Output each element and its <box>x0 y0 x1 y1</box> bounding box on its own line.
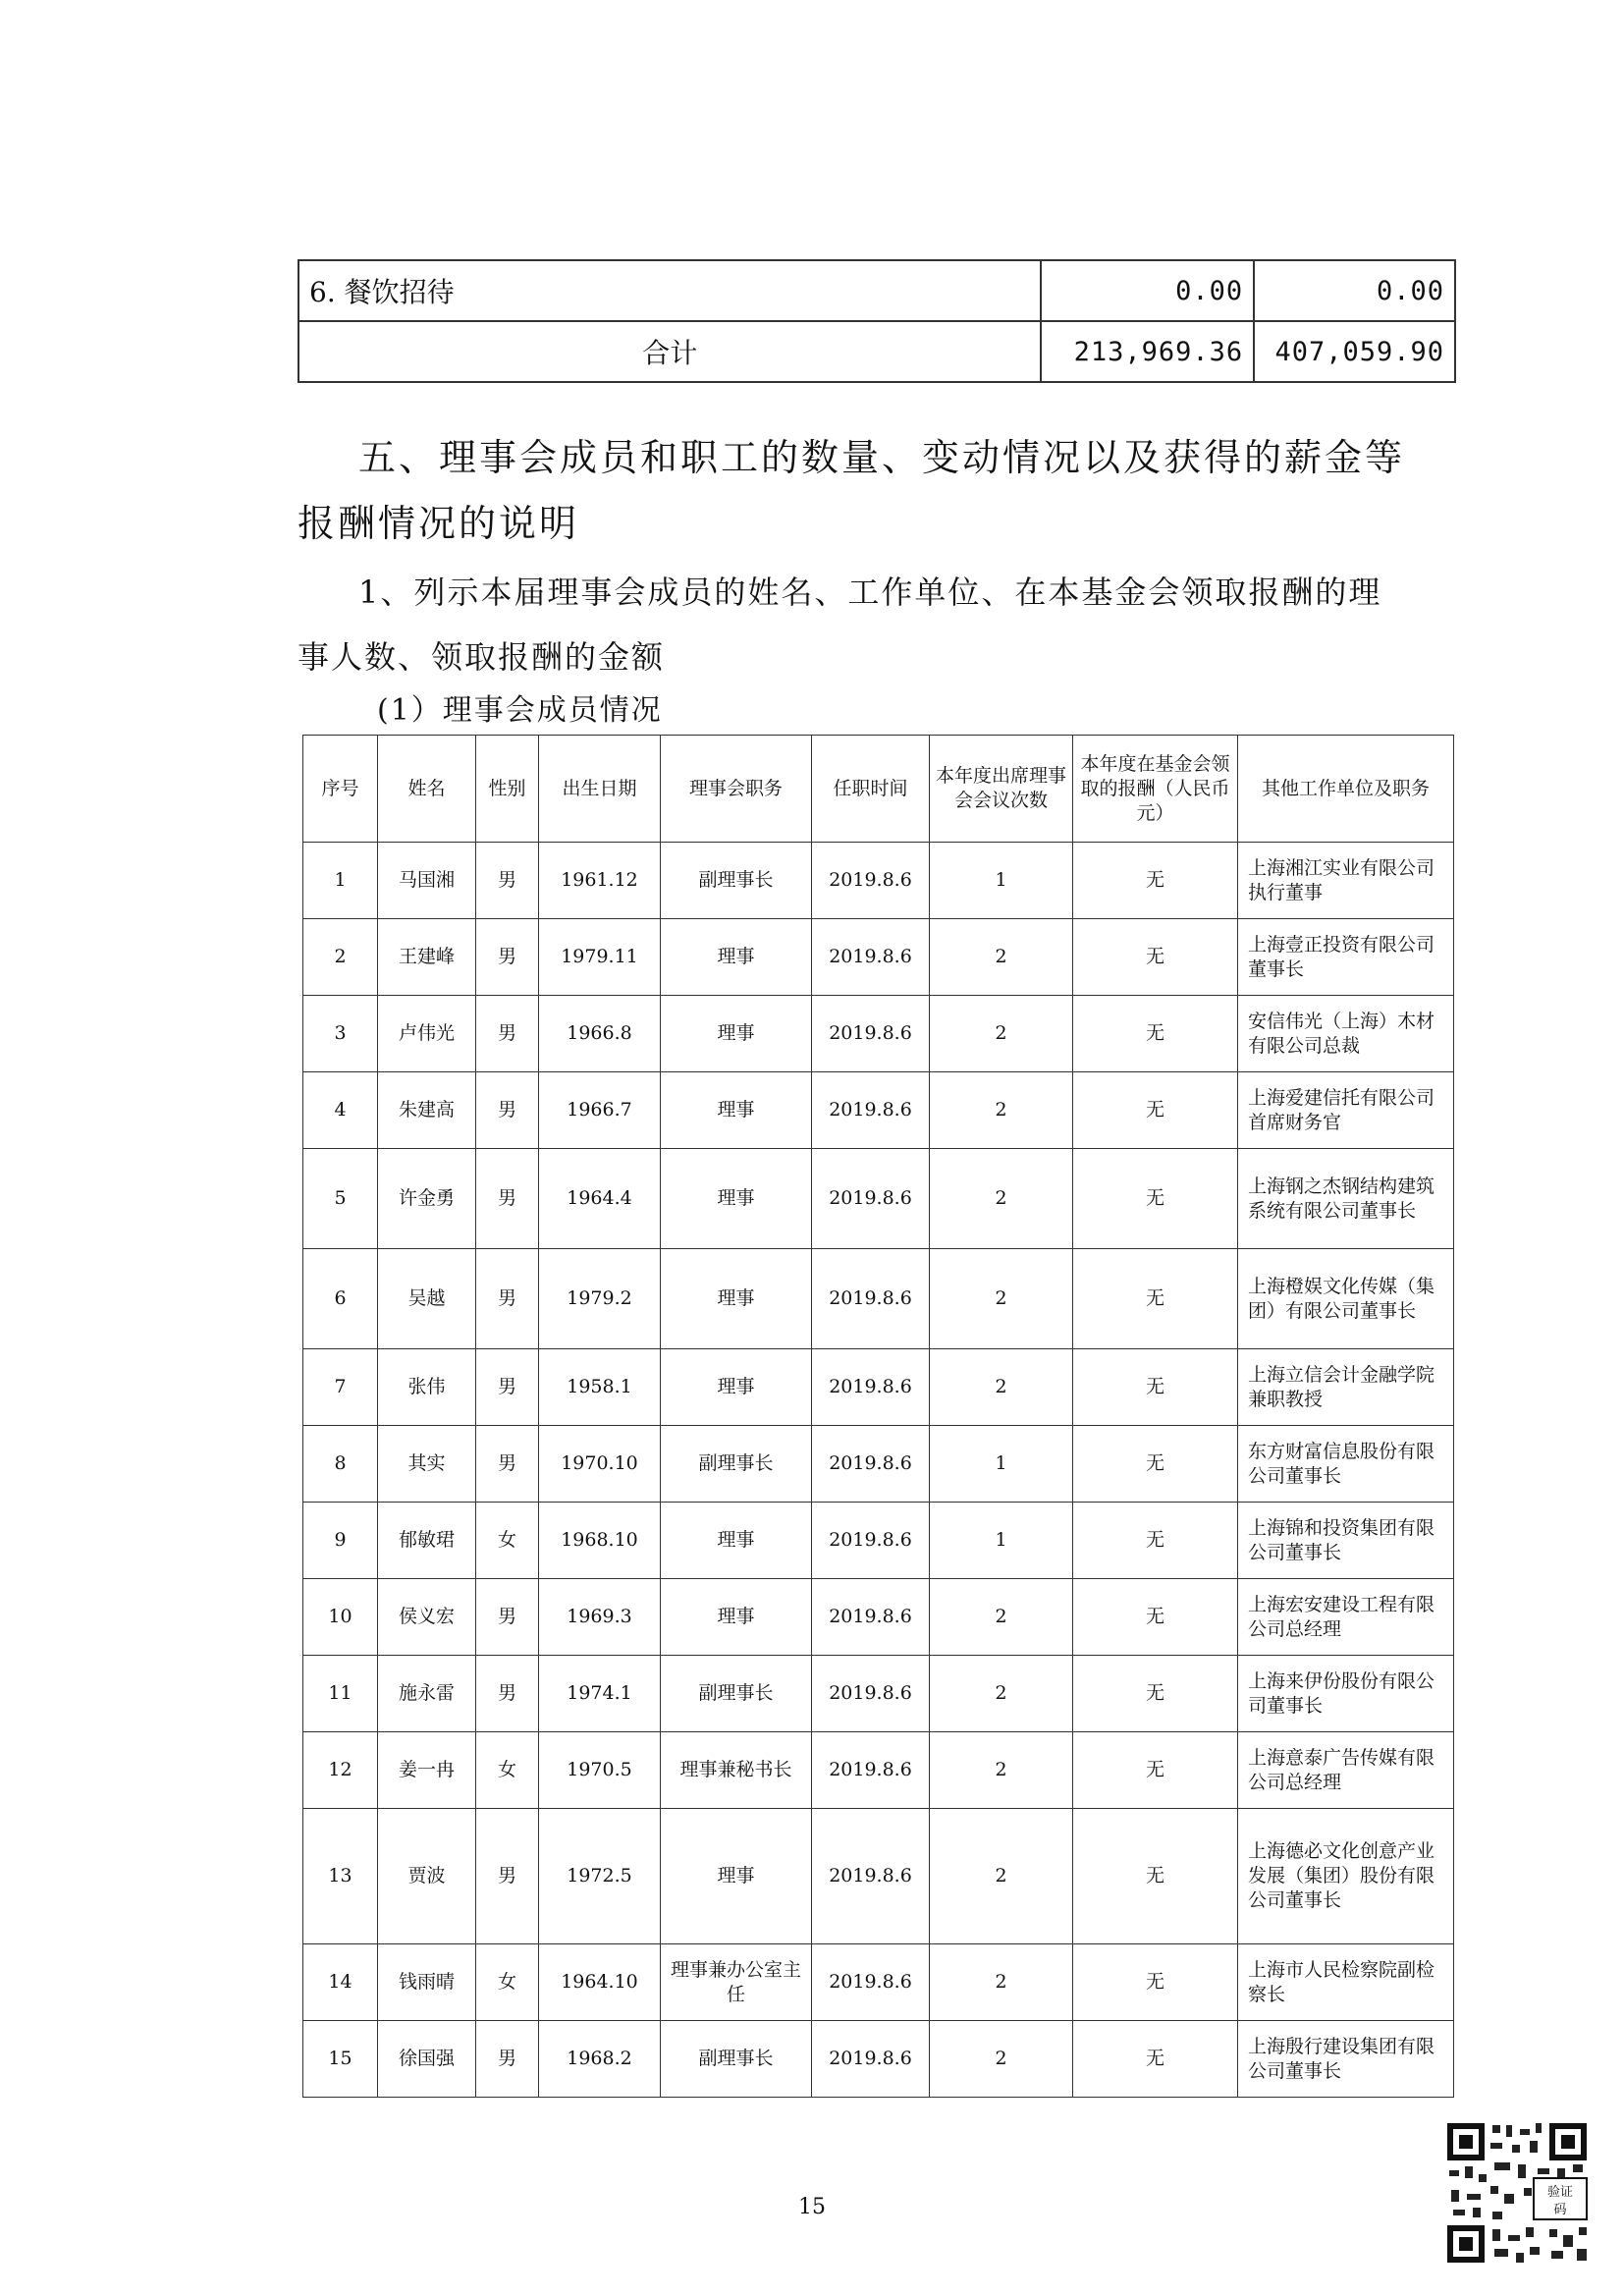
member-birth: 1958.1 <box>539 1349 661 1426</box>
member-pay: 无 <box>1073 996 1238 1072</box>
member-role: 理事 <box>661 996 812 1072</box>
member-gender: 男 <box>476 1149 539 1249</box>
member-pay: 无 <box>1073 1944 1238 2021</box>
member-no: 9 <box>303 1503 378 1579</box>
current-value: 213,969.36 <box>1041 321 1254 382</box>
member-name: 徐国强 <box>378 2021 476 2098</box>
member-gender: 女 <box>476 1503 539 1579</box>
member-no: 14 <box>303 1944 378 2021</box>
section-heading-line1: 五、理事会成员和职工的数量、变动情况以及获得的薪金等 <box>358 436 1406 479</box>
member-meetings: 2 <box>930 996 1073 1072</box>
member-pay: 无 <box>1073 1349 1238 1426</box>
table-row <box>303 2021 1454 2098</box>
table-row <box>303 996 1454 1072</box>
member-term: 2019.8.6 <box>812 996 930 1072</box>
member-org: 上海钢之杰钢结构建筑系统有限公司董事长 <box>1238 1149 1454 1249</box>
member-pay: 无 <box>1073 1656 1238 1732</box>
member-role: 理事兼办公室主任 <box>661 1944 812 2021</box>
member-role: 理事 <box>661 1249 812 1349</box>
member-name: 郁敏珺 <box>378 1503 476 1579</box>
table-row <box>303 1349 1454 1426</box>
member-gender: 男 <box>476 2021 539 2098</box>
member-name: 马国湘 <box>378 843 476 919</box>
member-no: 4 <box>303 1072 378 1149</box>
member-meetings: 1 <box>930 1503 1073 1579</box>
member-pay: 无 <box>1073 1809 1238 1944</box>
member-term: 2019.8.6 <box>812 919 930 996</box>
member-name: 侯义宏 <box>378 1579 476 1656</box>
member-no: 10 <box>303 1579 378 1656</box>
member-birth: 1966.8 <box>539 996 661 1072</box>
member-org: 上海来伊份股份有限公司董事长 <box>1238 1656 1454 1732</box>
member-birth: 1979.11 <box>539 919 661 996</box>
table-row <box>303 1656 1454 1732</box>
member-birth: 1974.1 <box>539 1656 661 1732</box>
header-gender: 性别 <box>476 736 539 843</box>
table-row <box>303 1072 1454 1149</box>
member-org: 上海殷行建设集团有限公司董事长 <box>1238 2021 1454 2098</box>
member-term: 2019.8.6 <box>812 1072 930 1149</box>
member-gender: 男 <box>476 843 539 919</box>
member-gender: 男 <box>476 996 539 1072</box>
member-role: 副理事长 <box>661 2021 812 2098</box>
table-row <box>303 1579 1454 1656</box>
member-pay: 无 <box>1073 1426 1238 1503</box>
member-term: 2019.8.6 <box>812 1503 930 1579</box>
member-term: 2019.8.6 <box>812 2021 930 2098</box>
member-org: 上海湘江实业有限公司执行董事 <box>1238 843 1454 919</box>
member-org: 上海橙娱文化传媒（集团）有限公司董事长 <box>1238 1249 1454 1349</box>
member-meetings: 1 <box>930 843 1073 919</box>
table-row <box>303 919 1454 996</box>
row-label: 6. 餐饮招待 <box>298 260 1041 321</box>
header-term: 任职时间 <box>812 736 930 843</box>
member-pay: 无 <box>1073 1579 1238 1656</box>
member-no: 15 <box>303 2021 378 2098</box>
member-pay: 无 <box>1073 2021 1238 2098</box>
member-birth: 1968.10 <box>539 1503 661 1579</box>
member-org: 安信伟光（上海）木材有限公司总裁 <box>1238 996 1454 1072</box>
member-meetings: 2 <box>930 1656 1073 1732</box>
member-gender: 男 <box>476 919 539 996</box>
member-name: 朱建高 <box>378 1072 476 1149</box>
header-no: 序号 <box>303 736 378 843</box>
member-gender: 女 <box>476 1944 539 2021</box>
member-no: 12 <box>303 1732 378 1809</box>
table-row <box>303 1149 1454 1249</box>
member-term: 2019.8.6 <box>812 1426 930 1503</box>
member-role: 理事 <box>661 1072 812 1149</box>
page-number: 15 <box>798 2195 826 2219</box>
table-row <box>303 1249 1454 1349</box>
members-table <box>302 735 1454 2098</box>
expense-table <box>298 259 1456 383</box>
member-meetings: 2 <box>930 1809 1073 1944</box>
member-meetings: 2 <box>930 1249 1073 1349</box>
member-role: 理事 <box>661 1149 812 1249</box>
member-org: 上海爱建信托有限公司首席财务官 <box>1238 1072 1454 1149</box>
member-role: 理事 <box>661 1503 812 1579</box>
header-org: 其他工作单位及职务 <box>1238 736 1454 843</box>
member-org: 上海意泰广告传媒有限公司总经理 <box>1238 1732 1454 1809</box>
member-birth: 1970.10 <box>539 1426 661 1503</box>
section-heading-line2: 报酬情况的说明 <box>298 502 580 545</box>
member-pay: 无 <box>1073 1503 1238 1579</box>
member-name: 钱雨晴 <box>378 1944 476 2021</box>
member-pay: 无 <box>1073 843 1238 919</box>
member-gender: 男 <box>476 1249 539 1349</box>
item1-line2: 事人数、领取报酬的金额 <box>298 638 666 676</box>
member-role: 副理事长 <box>661 1656 812 1732</box>
member-org: 东方财富信息股份有限公司董事长 <box>1238 1426 1454 1503</box>
header-pay: 本年度在基金会领取的报酬（人民币元） <box>1073 736 1238 843</box>
table-row <box>303 1503 1454 1579</box>
member-no: 11 <box>303 1656 378 1732</box>
table-row <box>303 1732 1454 1809</box>
member-org: 上海立信会计金融学院兼职教授 <box>1238 1349 1454 1426</box>
member-role: 理事 <box>661 1349 812 1426</box>
member-role: 理事兼秘书长 <box>661 1732 812 1809</box>
member-meetings: 2 <box>930 1579 1073 1656</box>
member-pay: 无 <box>1073 1732 1238 1809</box>
member-birth: 1979.2 <box>539 1249 661 1349</box>
member-meetings: 2 <box>930 1349 1073 1426</box>
member-org: 上海市人民检察院副检察长 <box>1238 1944 1454 2021</box>
member-term: 2019.8.6 <box>812 1809 930 1944</box>
member-org: 上海宏安建设工程有限公司总经理 <box>1238 1579 1454 1656</box>
member-role: 理事 <box>661 1809 812 1944</box>
header-role: 理事会职务 <box>661 736 812 843</box>
member-no: 2 <box>303 919 378 996</box>
member-no: 6 <box>303 1249 378 1349</box>
member-no: 5 <box>303 1149 378 1249</box>
member-no: 3 <box>303 996 378 1072</box>
table-row <box>303 1426 1454 1503</box>
subheading: (1）理事会成员情况 <box>377 693 663 728</box>
current-value: 0.00 <box>1041 260 1254 321</box>
qr-code-icon <box>1443 2119 1591 2267</box>
member-name: 施永雷 <box>378 1656 476 1732</box>
member-meetings: 2 <box>930 1072 1073 1149</box>
member-name: 张伟 <box>378 1349 476 1426</box>
table-row <box>298 260 1455 321</box>
member-birth: 1961.12 <box>539 843 661 919</box>
member-role: 理事 <box>661 1579 812 1656</box>
member-gender: 男 <box>476 1072 539 1149</box>
members-table-body <box>303 843 1454 2098</box>
member-name: 卢伟光 <box>378 996 476 1072</box>
member-term: 2019.8.6 <box>812 1349 930 1426</box>
member-role: 副理事长 <box>661 843 812 919</box>
member-name: 其实 <box>378 1426 476 1503</box>
member-term: 2019.8.6 <box>812 1656 930 1732</box>
member-gender: 男 <box>476 1349 539 1426</box>
member-role: 副理事长 <box>661 1426 812 1503</box>
member-birth: 1964.4 <box>539 1149 661 1249</box>
table-row <box>298 321 1455 382</box>
member-birth: 1972.5 <box>539 1809 661 1944</box>
table-header-row <box>303 736 1454 843</box>
member-meetings: 1 <box>930 1426 1073 1503</box>
member-term: 2019.8.6 <box>812 1944 930 2021</box>
header-meetings: 本年度出席理事会会议次数 <box>930 736 1073 843</box>
member-pay: 无 <box>1073 1249 1238 1349</box>
table-row <box>303 843 1454 919</box>
member-gender: 男 <box>476 1426 539 1503</box>
header-birth: 出生日期 <box>539 736 661 843</box>
member-pay: 无 <box>1073 1149 1238 1249</box>
member-term: 2019.8.6 <box>812 1732 930 1809</box>
member-meetings: 2 <box>930 1944 1073 2021</box>
member-meetings: 2 <box>930 1149 1073 1249</box>
member-name: 姜一冉 <box>378 1732 476 1809</box>
member-org: 上海壹正投资有限公司董事长 <box>1238 919 1454 996</box>
member-term: 2019.8.6 <box>812 1149 930 1249</box>
member-term: 2019.8.6 <box>812 1579 930 1656</box>
member-birth: 1969.3 <box>539 1579 661 1656</box>
member-birth: 1970.5 <box>539 1732 661 1809</box>
previous-value: 0.00 <box>1254 260 1455 321</box>
member-meetings: 2 <box>930 919 1073 996</box>
member-birth: 1966.7 <box>539 1072 661 1149</box>
previous-value: 407,059.90 <box>1254 321 1455 382</box>
member-gender: 男 <box>476 1809 539 1944</box>
table-row <box>303 1944 1454 2021</box>
member-no: 1 <box>303 843 378 919</box>
member-no: 8 <box>303 1426 378 1503</box>
member-org: 上海锦和投资集团有限公司董事长 <box>1238 1503 1454 1579</box>
member-no: 7 <box>303 1349 378 1426</box>
member-gender: 男 <box>476 1579 539 1656</box>
row-label: 合计 <box>298 321 1041 382</box>
member-role: 理事 <box>661 919 812 996</box>
member-meetings: 2 <box>930 1732 1073 1809</box>
item1-line1: 1、列示本届理事会成员的姓名、工作单位、在本基金会领取报酬的理 <box>358 574 1382 611</box>
member-pay: 无 <box>1073 919 1238 996</box>
member-birth: 1964.10 <box>539 1944 661 2021</box>
member-gender: 男 <box>476 1656 539 1732</box>
table-row <box>303 1809 1454 1944</box>
member-no: 13 <box>303 1809 378 1944</box>
member-term: 2019.8.6 <box>812 843 930 919</box>
member-name: 许金勇 <box>378 1149 476 1249</box>
member-birth: 1968.2 <box>539 2021 661 2098</box>
member-name: 王建峰 <box>378 919 476 996</box>
member-meetings: 2 <box>930 2021 1073 2098</box>
member-name: 吴越 <box>378 1249 476 1349</box>
member-gender: 女 <box>476 1732 539 1809</box>
member-pay: 无 <box>1073 1072 1238 1149</box>
svg-text:验证: 验证 <box>1546 2185 1574 2200</box>
svg-text:码: 码 <box>1553 2203 1567 2217</box>
member-name: 贾波 <box>378 1809 476 1944</box>
member-org: 上海德必文化创意产业发展（集团）股份有限公司董事长 <box>1238 1809 1454 1944</box>
member-term: 2019.8.6 <box>812 1249 930 1349</box>
header-name: 姓名 <box>378 736 476 843</box>
